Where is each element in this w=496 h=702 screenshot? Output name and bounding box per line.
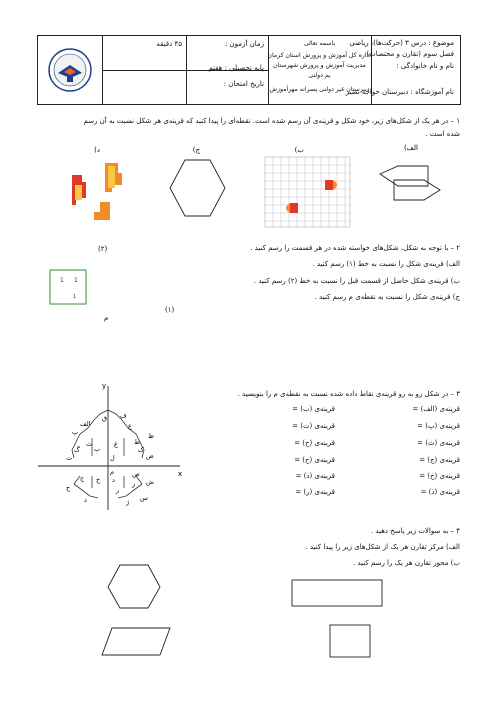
q2-part-a: الف) قرینه‌ی شکل را نسبت به خط (۱) رسم کنید .: [312, 260, 460, 268]
q3-answer-table: [195, 402, 460, 502]
q4-part-b: ب) محور تقارن هر یک را رسم کنید .: [353, 559, 460, 567]
q3-pt-ein: ع: [128, 422, 132, 430]
q3-pt-fe: ف: [120, 412, 127, 420]
q3-pt-zhe: ژ: [126, 498, 130, 506]
svg-text:1: 1: [73, 294, 77, 300]
q3-pt-he: ح: [66, 484, 71, 492]
q1-label-jim: ج): [192, 146, 200, 154]
q3-axis-x: x: [178, 470, 183, 478]
q3-row-right: قرینه‌ی (الف) =: [412, 405, 460, 413]
exam-time-label: زمان آزمون :: [224, 40, 264, 48]
q3-figure: [28, 380, 188, 515]
q3-pt-sin: س: [140, 494, 148, 502]
q3-pt-dal: د: [112, 476, 115, 484]
q3-row-left: قرینه‌ی (ح) =: [294, 439, 335, 447]
bismillah: باسمه تعالی: [303, 40, 336, 47]
q3-row-left: قرینه‌ی (ب) =: [292, 405, 335, 413]
q3-pt-gaf: گ: [74, 446, 80, 454]
subject-line: موضوع : درس ۳ (حرکت‌ها)، ریاضی: [349, 39, 454, 47]
q2-part-b: ب) قرینه‌ی شکل حاصل از قسمت قبل را نسبت به خط (۲) رسم کنید .: [253, 277, 460, 285]
q1-fig-be: [265, 157, 350, 227]
school-line: دبیرستان غیر دولتی پسرانه مهرآموزش: [269, 86, 370, 93]
q3-pt-ze: ز: [132, 480, 136, 488]
q3-pt-ta: ط: [134, 438, 141, 446]
q1-label-dal: د): [94, 146, 100, 154]
q3-pt-shin: ش: [146, 478, 154, 486]
q3-axis-y: y: [102, 382, 107, 390]
school-logo: [48, 48, 92, 92]
q3-row-left: قرینه‌ی (ر) =: [295, 488, 335, 496]
svg-text:1: 1: [60, 277, 64, 284]
q3-row-left: قرینه‌ی (ت) =: [292, 422, 335, 430]
q3-pt-za: ظ: [148, 432, 155, 440]
q3-row-right: قرینه‌ی (ث) =: [417, 439, 460, 447]
q3-pt-pe: پ: [72, 428, 79, 436]
q1-label-be: ب): [294, 146, 304, 154]
q4-hexagon: [108, 565, 160, 608]
q1-fig-dal: [72, 163, 122, 220]
q2-line2-label: (۲): [98, 245, 108, 253]
grade-label: پایه تحصیلی : هفتم: [208, 64, 264, 72]
q1-label-alef: الف): [403, 144, 418, 152]
q1-text-line1: ۱ – در هر یک از شکل‌های زیر، خود شکل و قرینه‌ی آن رسم شده است. نقطه‌ای را پیدا کنید که قرینه‌ی هر شکل نسبت به آن رسم: [83, 117, 460, 125]
q1-fig-alef: [380, 166, 440, 200]
q2-part-c: ج) قرینه‌ی شکل را نسبت به نقطه‌ی م رسم کنید .: [314, 293, 460, 301]
q4-figures: [90, 560, 450, 665]
chapter-line: فصل سوم (تقارن و مختصات): [366, 50, 454, 58]
q3-title: ۳ – در شکل رو به رو قرینه‌ی نقاط داده شده نسبت به نقطه‌ی م را بنویسید .: [237, 390, 460, 398]
q3-row-right: قرینه‌ی (خ) =: [419, 472, 460, 480]
q3-pt-mim: م: [110, 468, 115, 476]
q4-parallelogram: [102, 628, 170, 655]
q2-figure: [40, 240, 190, 330]
q3-pt-sad: ص: [132, 470, 140, 478]
q4-title: ۴ – به سوالات زیر پاسخ دهید .: [370, 527, 460, 535]
q3-pt-te: ت: [66, 454, 73, 462]
q3-pt-lam: ل: [110, 454, 115, 462]
q3-pt-se: ث: [86, 440, 93, 448]
q2-point-m: م: [104, 314, 109, 322]
q4-part-a: الف) مرکز تقارن هر یک از شکل‌های زیر را پیدا کنید .: [305, 543, 460, 551]
office-line-3: بم دولتی: [308, 72, 331, 79]
exam-date-label: تاریخ امتحان :: [223, 80, 264, 88]
office-line-2: مدیریت آموزش و پرورش شهرستان: [273, 62, 366, 69]
q3-pt-khe: خ: [96, 476, 101, 484]
exam-header: [37, 35, 461, 105]
office-line-1: اداره کل آموزش و پرورش استان کرمان: [267, 52, 371, 59]
q3-pt-zad: ض: [146, 452, 154, 460]
q3-row-right: قرینه‌ی (ذ) =: [420, 488, 460, 496]
svg-text:1: 1: [74, 277, 78, 284]
q3-row-right: قرینه‌ی (ج) =: [419, 456, 460, 464]
q4-square: [330, 625, 370, 657]
q3-pt-jim: ج: [80, 474, 85, 482]
q3-pt-zal: ذ: [84, 496, 87, 504]
q1-figures: [0, 140, 496, 230]
q2-title: ۲ – با توجه به شکل، شکل‌های خواسته شده در هر قسمت را رسم کنید .: [250, 244, 460, 252]
q3-pt-ghein: غ: [114, 440, 118, 448]
q3-pt-re: ر: [116, 486, 120, 494]
q3-pt-kaf: ک: [138, 446, 144, 454]
q3-pt-ghaf: ق: [102, 414, 108, 422]
q3-pt-alef: الف: [80, 420, 91, 428]
exam-time-value: ۴۵ دقیقه: [156, 40, 182, 48]
q3-pt-be: ب: [94, 445, 101, 453]
q3-row-right: قرینه‌ی (پ) =: [417, 422, 460, 430]
q1-fig-jim: [170, 160, 225, 216]
q1-text-line2: شده است .: [425, 130, 460, 138]
student-name-field: نام و نام خانوادگی :: [396, 62, 454, 70]
q4-rectangle: [292, 580, 382, 606]
q3-row-left: قرینه‌ی (ح) =: [294, 456, 335, 464]
q2-line1-label: (۱): [165, 306, 175, 314]
q3-row-left: قرینه‌ی (د) =: [295, 472, 335, 480]
school-name: نام آموزشگاه : دبیرستان خواجه نصیر: [345, 88, 454, 96]
